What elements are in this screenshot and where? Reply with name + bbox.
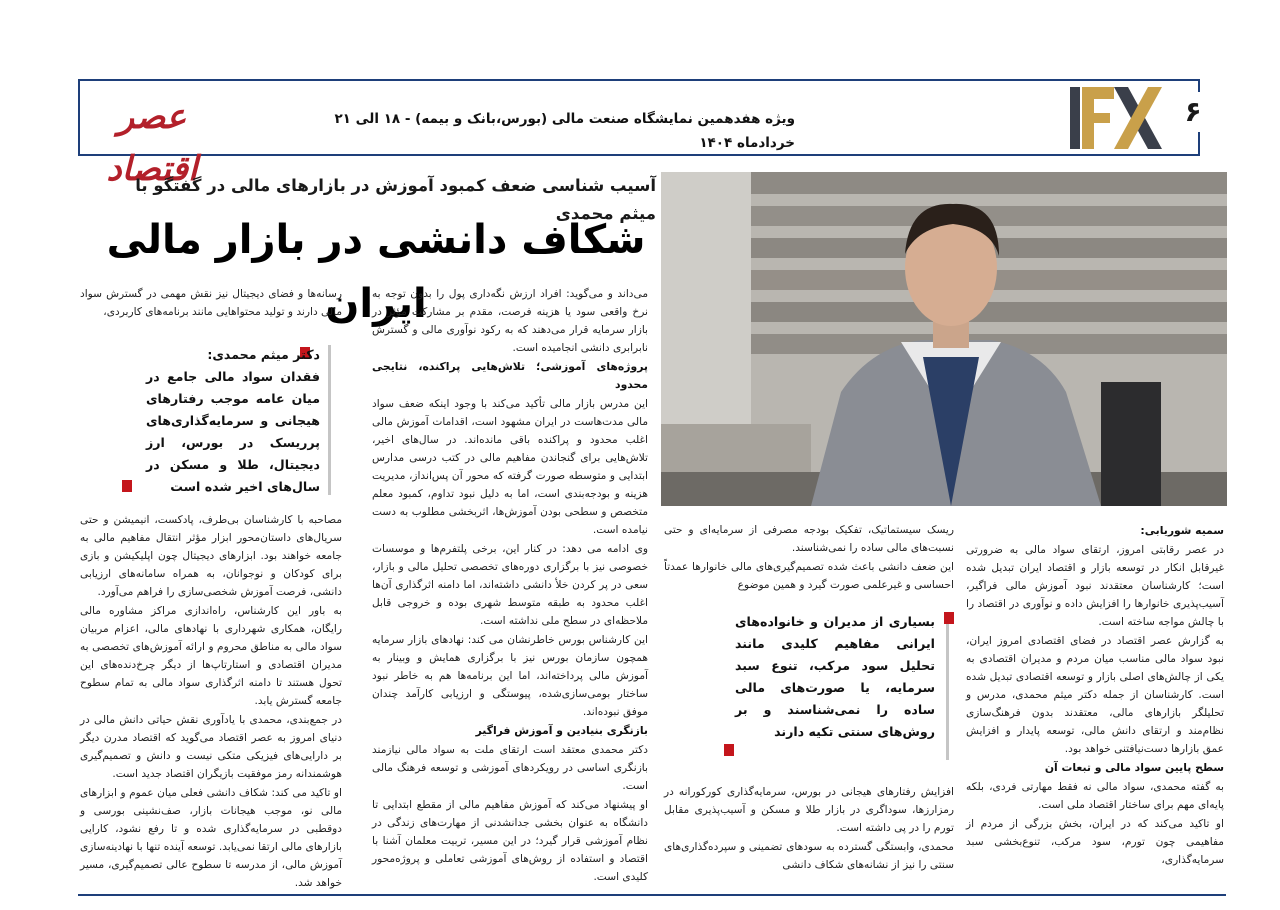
paragraph: او پیشنهاد می‌کند که آموزش مفاهیم مالی از مقطع ابتدایی تا دانشگاه به عنوان بخشی جدانشدنی از مهارت‌های زندگی در نظام آموزشی قرار گیرد؛ در این مسیر، تربیت معلمان آشنا با اقتصاد و استفاده از روش‌های آموزشی تعاملی و پروژه‌محور کلیدی است. <box>372 799 648 883</box>
quote-bar <box>946 612 949 760</box>
paragraph: به گزارش عصر اقتصاد در فضای اقتصادی امروز ایران، نبود سواد مالی مناسب میان مردم و مدیران اقتصادی به یکی از چالش‌های اصلی بازار و توسعه اقتصادی تبدیل شده است. کارشناسان از جمله دکتر میثم محمدی، مدرس و تحلیلگر بازارهای مالی، معتقدند بدون فرهنگ‌سازی نظام‌مند و ارتقای دانش مالی، توسعه پایدار و افزایش عمق بازارها دست‌نیافتنی خواهد بود. <box>966 635 1224 755</box>
paragraph: محمدی، وابستگی گسترده به سودهای تضمینی و سپرده‌گذاری‌های سنتی را نیز از نشانه‌های شکاف دانشی <box>664 841 954 871</box>
paragraph: او تاکید می کند: شکاف دانشی فعلی میان عموم و ابزارهای مالی نو، موجب هیجانات بازار، صف‌نشینی بورسی و دوقطبی در سرمایه‌گذاری شده و تا رفع نشود، کارایی بازارهای مالی ارتقا نمی‌یابد. توسعه آینده تنها با نهادینه‌سازی آموزش مالی، از مدرسه تا سطوح عالی تصمیم‌گیری، مسیر خواهد شد. <box>80 787 342 889</box>
quote-bar <box>328 345 331 495</box>
section-heading: سطح پایین سواد مالی و تبعات آن <box>1044 761 1224 774</box>
article-subhead: آسیب شناسی ضعف کمبود آموزش در بازارهای مالی در گفتگو با میثم محمدی <box>135 176 656 223</box>
column-4-top <box>80 285 342 322</box>
special-issue-line: ویژه هفدهمین نمایشگاه صنعت مالی (بورس،بانک و بیمه) - ۱۸ الی ۲۱ خردادماه ۱۴۰۴ <box>334 111 795 151</box>
pull-quote-author: دکتر میثم محمدی: <box>207 347 320 362</box>
paragraph: به باور این کارشناس، راه‌اندازی مراکز مشاوره مالی رایگان، همکاری شهرداری با نهادهای مالی، اعزام مربیان سواد مالی به مناطق محروم و ارائه آموزش‌های تخصصی به مدیران اقتصادی و استارتاپ‌ها از دیگر چرخ‌دنده‌های این تحول هستند تا دامنه اثرگذاری سواد مالی به تمام سطوح جامعه گسترش یابد. <box>80 605 342 707</box>
paragraph: به گفته محمدی، سواد مالی نه فقط مهارتی فردی، بلکه پایه‌ای مهم برای ساختار اقتصاد ملی است. <box>966 781 1224 811</box>
paragraph: این ضعف دانشی باعث شده تصمیم‌گیری‌های مالی خانوارها عمدتاً احساسی و غیرعلمی صورت گیرد و همین موضوع <box>664 561 954 591</box>
article-headline: شکاف دانشی در بازار مالی ایران <box>106 217 646 327</box>
pull-quote: بسیاری از مدیران و خانواده‌های ایرانی مفاهیم کلیدی مانند تحلیل سود مرکب، تنوع سبد سرمایه، یا صورت‌های مالی ساده را نمی‌شناسند و بر روش‌های سنتی تکیه دارند <box>735 614 935 739</box>
quote-marker <box>724 744 734 756</box>
paragraph: در جمع‌بندی، محمدی با یادآوری نقش حیاتی دانش مالی در دنیای امروز به عصر اقتصاد می‌گوید که اقتصاد مدرن دیگر بر دارایی‌های فیزیکی متکی نیست و دانش و تصمیم‌گیری هوشمندانه رمز موفقیت بازیگران اقتصاد جدید است. <box>80 714 342 780</box>
paragraph: ریسک سیستماتیک، تفکیک بودجه مصرفی از سرمایه‌ای و حتی نسبت‌های مالی ساده را نمی‌شناسند. <box>664 524 954 554</box>
pull-quote-text: فقدان سواد مالی جامع در میان عامه موجب رفتارهای هیجانی و سرمایه‌گذاری‌های پرریسک در بورس، ارز دیجیتال، طلا و مسکن در سال‌های اخیر شده است <box>146 369 320 494</box>
paragraph: وی ادامه می دهد: در کنار این، برخی پلتفرم‌ها و موسسات خصوصی نیز با برگزاری دوره‌های تخصصی تحلیل مالی و بازار، سعی در پر کردن خلأ دانشی داشته‌اند، اما دامنه اثرگذاری آن‌ها اغلب محدود به طبقه متوسط شهری بوده و خروجی قابل ملاحظه‌ای در سطح ملی نداشته است. <box>372 543 648 627</box>
paragraph: او تاکید می‌کند که در ایران، بخش بزرگی از مردم از مفاهیمی چون تورم، سود مرکب، تنوع‌بخشی سبد سرمایه‌گذاری، <box>966 818 1224 866</box>
column-4 <box>80 511 342 893</box>
paragraph: دکتر محمدی معتقد است ارتقای ملت به سواد مالی نیازمند بازنگری اساسی در رویکردهای آموزشی و توسعه فرهنگ مالی است. <box>372 744 648 792</box>
byline: سمیه شوریابی: <box>1140 524 1224 537</box>
fx-expo-logo <box>1070 85 1162 151</box>
section-heading: پروژه‌های آموزشی؛ تلاش‌هایی پراکنده، نتایجی محدود <box>372 360 648 391</box>
paragraph: می‌داند و می‌گوید: افراد ارزش نگه‌داری پول را بدون توجه به نرخ واقعی سود یا هزینه فرصت، مقدم بر مشارکت مؤثر در بازار سرمایه قرار می‌دهند که به رکود نوآوری مالی و گسترش نابرابری دانشی انجامیده است. <box>372 288 648 354</box>
quote-marker <box>944 612 954 624</box>
column-2-top <box>664 521 954 595</box>
page-number: ۶ <box>1176 92 1210 132</box>
paragraph: افزایش رفتارهای هیجانی در بورس، سرمایه‌گذاری کورکورانه در رمزارزها، سوداگری در بازار طلا و مسکن و آسیب‌پذیری مقابل تورم را در پی داشته است. <box>664 786 954 834</box>
interviewee-photo <box>661 172 1227 506</box>
paragraph: مصاحبه با کارشناسان بی‌طرف، پادکست، انیمیشن و حتی سریال‌های داستان‌محور ابزار مؤثر انتقال مفاهیم مالی به جامعه خواهند بود. ابزارهای دیجیتال چون اپلیکیشن و بازی برای کودکان و نوجوانان، به همراه سامانه‌های ارزیابی دانشی، فرصت آموزش شخصی‌سازی را فراهم می‌آورد. <box>80 514 342 598</box>
paragraph: این مدرس بازار مالی تأکید می‌کند با وجود اینکه ضعف سواد مالی مدت‌هاست در ایران مشهود است، اقدامات آموزش مالی اغلب محدود و پراکنده باقی مانده‌اند. در سال‌های اخیر، تلاش‌هایی برای گنجاندن مفاهیم مالی در کتب درسی مدارس ابتدایی و متوسطه صورت گرفته که محور آن پس‌انداز، مدیریت هزینه و بودجه‌بندی است، اما به دلیل نبود تداوم، کمبود معلم متخصص و سطحی بودن آموزش‌ها، اثربخشی مطلوب به دست نیامده است. <box>372 398 648 536</box>
paragraph: این کارشناس بورس خاطرنشان می کند: نهادهای بازار سرمایه همچون سازمان بورس نیز با برگزاری همایش و وبینار به آموزش مالی پرداخته‌اند، اما این برنامه‌ها هم به خاطر نبود ساختار بومی‌سازی‌شده، پیوستگی و ارزیابی کارآمد چندان موفق نبوده‌اند. <box>372 634 648 718</box>
pull-quote <box>146 344 320 494</box>
column-2-bottom <box>664 783 954 875</box>
column-3 <box>372 285 648 887</box>
masthead <box>78 79 1200 189</box>
quote-marker <box>122 480 132 492</box>
section-heading: بازنگری بنیادین و آموزش فراگیر <box>475 724 648 737</box>
bottom-rule <box>78 894 1226 896</box>
publication-logo[interactable]: عصر اقتصاد <box>106 97 198 189</box>
paragraph: رسانه‌ها و فضای دیجیتال نیز نقش مهمی در گسترش سواد مالی دارند و تولید محتواهایی مانند برنامه‌های کاربردی، <box>80 288 342 318</box>
paragraph: در عصر رقابتی امروز، ارتقای سواد مالی به ضرورتی غیرقابل انکار در توسعه بازار و اقتصاد ایران تبدیل شده است؛ کارشناسان معتقدند نبود آموزش مالی فراگیر، آسیب‌پذیری خانوارها را افزایش داده و نوآوری در اقتصاد را با چالش مواجه ساخته است. <box>966 544 1224 628</box>
column-1 <box>966 521 1224 870</box>
portrait-illustration <box>661 172 1227 506</box>
